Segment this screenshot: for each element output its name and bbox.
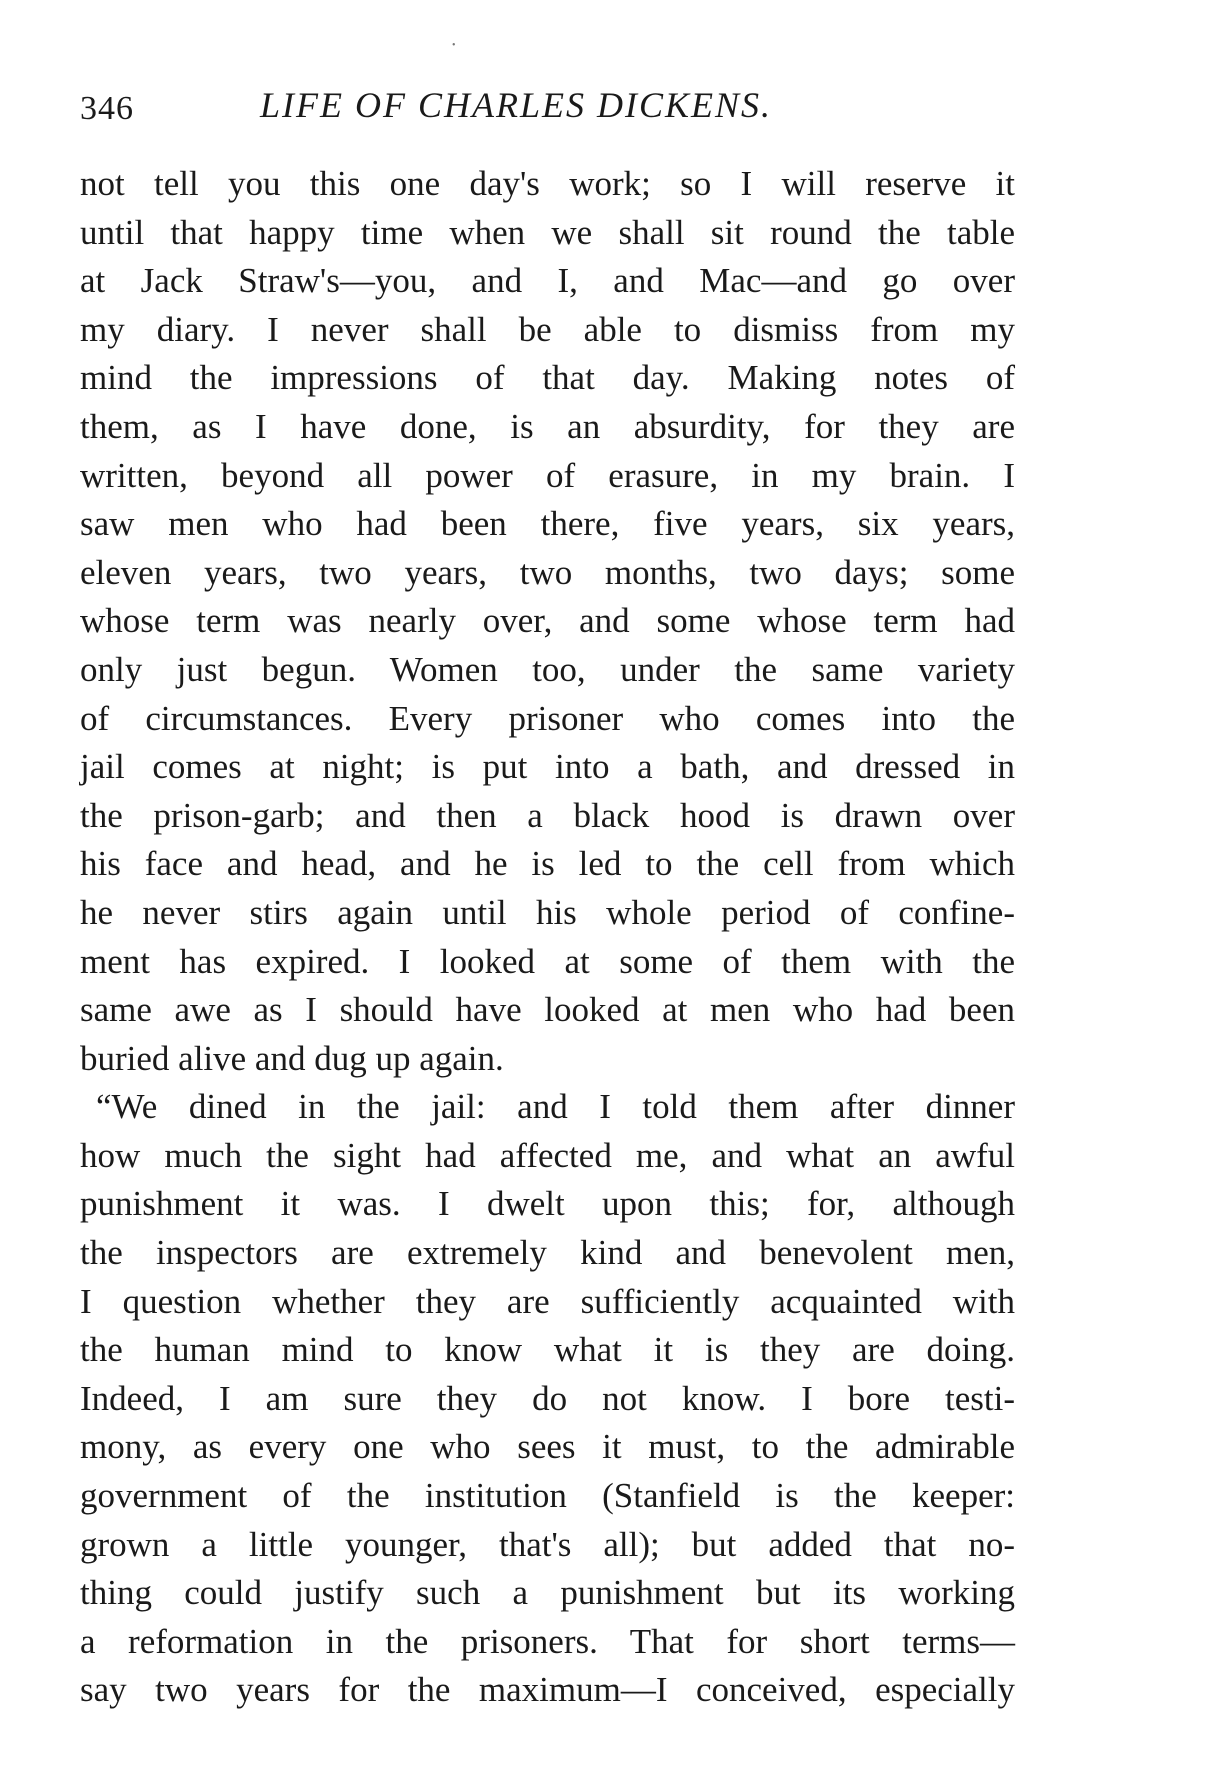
running-title: LIFE OF CHARLES DICKENS. [260, 85, 772, 125]
text-line: the prison-garb; and then a black hood is drawn over [80, 795, 1015, 835]
text-line: written, beyond all power of erasure, in my brain. I [80, 455, 1015, 495]
text-line: until that happy time when we shall sit round the table [80, 212, 1015, 252]
ink-speck: • [452, 40, 456, 51]
text-line: a reformation in the prisoners. That for short terms— [80, 1621, 1015, 1661]
text-line: eleven years, two years, two months, two days; some [80, 552, 1015, 592]
text-line: same awe as I should have looked at men who had been [80, 990, 1015, 1030]
paragraph-start-line: “We dined in the jail: and I told them after dinner [96, 1087, 1015, 1127]
text-line: not tell you this one day's work; so I will reserve it [80, 164, 1015, 203]
text-line: at Jack Straw's—you, and I, and Mac—and go over [80, 261, 1015, 301]
text-line: how much the sight had affected me, and what an awful [80, 1135, 1015, 1175]
text-line: only just begun. Women too, under the same variety [80, 649, 1015, 689]
text-line: ment has expired. I looked at some of them with the [80, 941, 1015, 981]
text-line: my diary. I never shall be able to dismiss from my [80, 309, 1015, 349]
text-line: punishment it was. I dwelt upon this; for, although [80, 1184, 1015, 1224]
text-line: the human mind to know what it is they are doing. [80, 1330, 1015, 1370]
text-line: them, as I have done, is an absurdity, for they are [80, 406, 1015, 446]
text-line: the inspectors are extremely kind and benevolent men, [80, 1233, 1015, 1273]
text-line: mind the impressions of that day. Making notes of [80, 358, 1015, 398]
text-line: mony, as every one who sees it must, to the admirable [80, 1427, 1015, 1467]
text-line: jail comes at night; is put into a bath, and dressed in [80, 747, 1015, 787]
text-line: thing could justify such a punishment but its working [80, 1573, 1015, 1613]
text-line: say two years for the maximum—I conceived, especially [80, 1670, 1015, 1710]
body-text [80, 160, 1015, 1715]
paragraph-end-line: buried alive and dug up again. [80, 1038, 504, 1078]
text-line: I question whether they are sufficiently acquainted with [80, 1281, 1015, 1321]
text-line: saw men who had been there, five years, six years, [80, 504, 1015, 544]
text-line: Indeed, I am sure they do not know. I bore testi- [80, 1378, 1015, 1418]
text-line: of circumstances. Every prisoner who comes into the [80, 698, 1015, 738]
text-line: he never stirs again until his whole period of confine- [80, 892, 1015, 932]
page-number: 346 [80, 90, 134, 127]
text-line: government of the institution (Stanfield is the keeper: [80, 1476, 1015, 1516]
text-line: grown a little younger, that's all); but added that no- [80, 1524, 1015, 1564]
running-head [80, 84, 1020, 134]
text-line: his face and head, and he is led to the cell from which [80, 844, 1015, 884]
text-line: whose term was nearly over, and some whose term had [80, 601, 1015, 641]
